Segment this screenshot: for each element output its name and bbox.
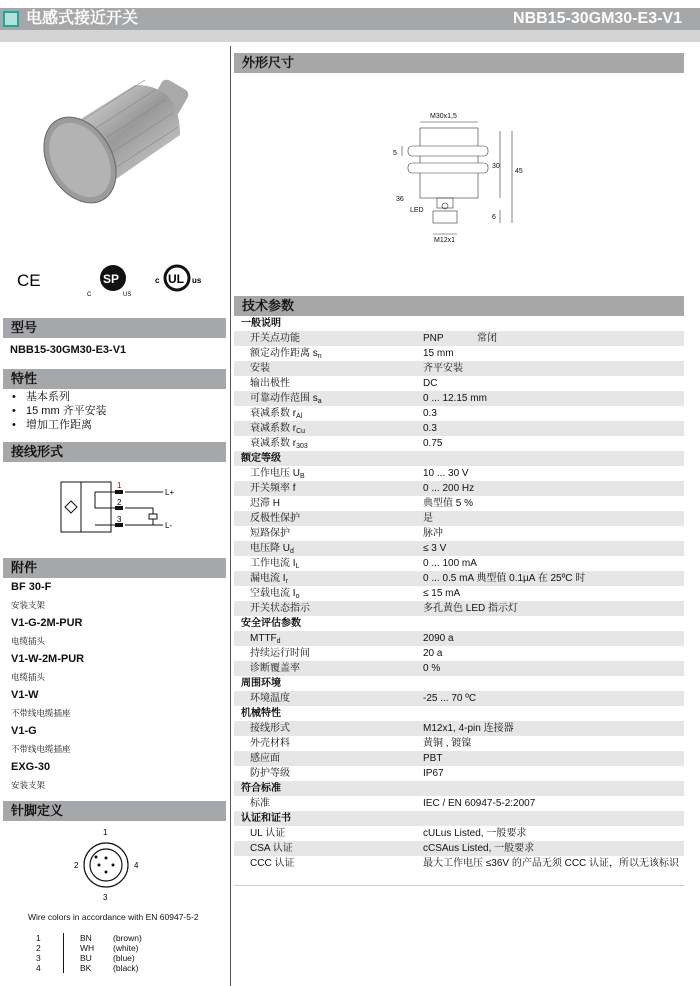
model-title: NBB15-30GM30-E3-V1 — [513, 10, 682, 27]
color-cell: (brown) — [113, 933, 142, 943]
page-title: 电感式接近开关 — [26, 10, 139, 27]
table-row — [234, 466, 684, 481]
param-value: 2090 a — [423, 633, 454, 644]
param-label-text: 迟滞 H — [250, 498, 280, 509]
table-row — [234, 796, 684, 811]
param-label — [250, 496, 280, 511]
param-label-text: 安装 — [250, 363, 270, 374]
table-row — [234, 496, 684, 511]
param-value: M12x1, 4-pin 连接器 — [423, 723, 514, 734]
group-row — [234, 811, 684, 826]
table-row — [234, 856, 684, 886]
table-row — [234, 421, 684, 436]
param-label-text: 开关点功能 — [250, 333, 300, 344]
nut-label: 5 — [393, 150, 397, 157]
param-value: PBT — [423, 753, 443, 764]
code-cell: BK — [80, 963, 92, 973]
svg-text:UL: UL — [168, 272, 184, 286]
param-label — [250, 511, 300, 526]
param-value: 10 ... 30 V — [423, 468, 469, 479]
param-subscript: n — [317, 353, 322, 360]
param-label-text: 持续运行时间 — [250, 648, 310, 659]
param-value-2: 常闭 — [477, 333, 497, 344]
param-value: 齐平安装 — [423, 363, 463, 374]
param-label — [250, 766, 290, 781]
section-tech-params: 技术参数 — [234, 296, 684, 316]
param-value: 0.75 — [423, 438, 443, 449]
param-label-text: 可靠动作范围 s — [250, 393, 318, 404]
param-label-text: MTTF — [250, 633, 277, 644]
param-value: 15 mm — [423, 348, 454, 359]
param-subscript: d — [276, 638, 281, 645]
table-row — [234, 346, 684, 361]
accessory-name[interactable]: BF 30-F — [11, 581, 52, 593]
param-label — [250, 721, 290, 736]
table-row — [234, 556, 684, 571]
param-label — [250, 826, 285, 841]
param-label — [250, 736, 290, 751]
pin-label: 4 — [134, 861, 139, 870]
param-value: 是 — [423, 513, 433, 524]
group-label: 认证和证书 — [241, 813, 291, 824]
group-row — [234, 781, 684, 796]
param-value: cULus Listed, 一般要求 — [423, 828, 527, 839]
param-label-text: 衰减系数 r — [250, 438, 297, 449]
param-value: 多孔黄色 LED 指示灯 — [423, 603, 519, 614]
table-row — [36, 933, 142, 943]
group-label: 一般说明 — [241, 318, 281, 329]
pin-label: 1 — [117, 481, 122, 490]
connector-label: M12x1 — [434, 237, 456, 244]
table-row — [234, 376, 684, 391]
header-bar — [0, 8, 700, 30]
length-30-label: 30 — [492, 163, 500, 170]
table-row — [234, 406, 684, 421]
section-accessories: 附件 — [3, 558, 226, 578]
accessory-desc: 不带线电缆插座 — [11, 708, 71, 718]
param-subscript: Al — [296, 413, 303, 420]
param-label-text: 衰减系数 r — [250, 423, 297, 434]
param-label-text: 诊断覆盖率 — [250, 663, 300, 674]
table-row — [234, 511, 684, 526]
accessory-desc: 安装支架 — [11, 600, 46, 610]
param-label — [250, 601, 310, 616]
feature-item: • 增加工作距离 — [12, 418, 107, 432]
table-row — [234, 481, 684, 496]
param-subscript: B — [300, 473, 305, 480]
group-label: 周围环境 — [241, 678, 281, 689]
feature-item: • 基本系列 — [12, 390, 107, 404]
param-label — [250, 481, 296, 496]
accessory-name[interactable]: V1-G — [11, 725, 37, 737]
table-row — [234, 586, 684, 601]
code-cell: WH — [80, 943, 95, 953]
table-row — [234, 541, 684, 556]
param-value: ≤ 15 mA — [423, 588, 461, 599]
features-list — [12, 390, 107, 432]
param-label-text: 短路保护 — [250, 528, 290, 539]
table-row — [234, 391, 684, 406]
param-subscript: d — [290, 548, 294, 555]
param-label-text: CCC 认证 — [250, 858, 295, 869]
param-value: 0 % — [423, 663, 441, 674]
param-label — [250, 646, 310, 661]
param-value: -25 ... 70 ºC — [423, 693, 477, 704]
table-row — [234, 436, 684, 451]
param-value: 最大工作电压 ≤36V 的产品无须 CCC 认证，所以无该标识 — [423, 858, 680, 869]
param-value: 典型值 5 % — [423, 498, 474, 509]
pin-label: 3 — [117, 515, 122, 524]
param-value: IP67 — [423, 768, 444, 779]
param-value: ≤ 3 V — [423, 543, 447, 554]
group-row — [234, 451, 684, 466]
group-label: 机械特性 — [241, 708, 281, 719]
param-label-text: 反极性保护 — [250, 513, 300, 524]
wire-color-note: Wire colors in accordance with EN 60947-5-2 — [28, 912, 199, 922]
dimension-drawing — [390, 108, 530, 248]
table-row — [234, 331, 684, 346]
param-label-text: 额定动作距离 s — [250, 348, 318, 359]
pinout-diagram — [70, 828, 150, 903]
param-label-text: 标准 — [250, 798, 270, 809]
thread-label: M30x1,5 — [430, 113, 457, 120]
param-label-text: 空载电流 I — [250, 588, 296, 599]
param-label-text: 环境温度 — [250, 693, 290, 704]
pin-label: 2 — [117, 498, 122, 507]
param-label-text: 漏电流 I — [250, 573, 286, 584]
table-row — [234, 661, 684, 676]
param-label — [250, 856, 294, 871]
table-row — [36, 963, 142, 973]
param-value: PNP — [423, 333, 444, 344]
param-value: 黄铜 , 镀镍 — [423, 738, 472, 749]
param-label — [250, 331, 300, 346]
table-row — [234, 736, 684, 751]
param-value: 0.3 — [423, 408, 437, 419]
l-minus-label: L- — [165, 521, 173, 530]
accessory-desc: 电缆插头 — [11, 672, 46, 682]
led-label: LED — [410, 207, 424, 214]
param-label-text: 防护等级 — [250, 768, 290, 779]
l-plus-label: L+ — [165, 488, 175, 497]
param-value: 0 ... 100 mA — [423, 558, 477, 569]
pin-label: 3 — [103, 893, 108, 902]
table-row — [234, 361, 684, 376]
table-row — [234, 826, 684, 841]
param-label-text: 接线形式 — [250, 723, 290, 734]
param-subscript: o — [295, 593, 300, 600]
column-divider — [230, 46, 231, 986]
feature-item: • 15 mm 齐平安装 — [12, 404, 107, 418]
table-row — [234, 691, 684, 706]
model-number: NBB15-30GM30-E3-V1 — [10, 344, 127, 356]
svg-text:SP: SP — [103, 272, 120, 286]
section-pinout: 针脚定义 — [3, 801, 226, 821]
param-subscript: a — [317, 398, 322, 405]
param-label-text: 外壳材料 — [250, 738, 290, 749]
code-cell: BU — [80, 953, 92, 963]
param-label — [250, 376, 290, 391]
group-label: 符合标准 — [241, 783, 281, 794]
table-row — [234, 571, 684, 586]
section-wiring: 接线形式 — [3, 442, 226, 462]
accessory-name[interactable]: V1-W-2M-PUR — [11, 653, 85, 665]
param-label-text: 衰减系数 r — [250, 408, 297, 419]
table-row — [234, 646, 684, 661]
pin-cell: 1 — [36, 933, 41, 943]
accessory-desc: 电缆插头 — [11, 636, 46, 646]
group-row — [234, 316, 684, 331]
wiring-diagram — [55, 478, 185, 538]
param-label-text: UL 认证 — [250, 828, 286, 839]
table-row — [234, 751, 684, 766]
color-cell: (blue) — [113, 953, 135, 963]
param-label-text: 电压降 U — [250, 543, 290, 554]
param-label-text: 工作电流 I — [250, 558, 296, 569]
section-dimensions: 外形尺寸 — [234, 53, 684, 73]
param-subscript: r — [285, 578, 288, 585]
param-subscript: L — [295, 563, 300, 570]
param-subscript: 303 — [296, 443, 308, 450]
svg-text:us: us — [192, 276, 202, 285]
tech-params-table — [234, 316, 684, 886]
param-label-text: 开关频率 f — [250, 483, 296, 494]
param-label — [250, 361, 270, 376]
accessory-desc: 不带线电缆插座 — [11, 744, 71, 754]
product-image — [40, 75, 190, 210]
param-subscript: Cu — [296, 428, 306, 435]
section-model: 型号 — [3, 318, 226, 338]
param-label — [250, 751, 280, 766]
param-value: 0 ... 0.5 mA 典型值 0.1µA 在 25ºC 时 — [423, 573, 586, 584]
accessory-desc: 安装支架 — [11, 780, 46, 790]
table-row — [234, 766, 684, 781]
param-label — [250, 796, 270, 811]
header-band — [0, 30, 700, 42]
table-bottom-line — [234, 885, 684, 886]
code-cell: BN — [80, 933, 92, 943]
table-row — [234, 721, 684, 736]
section-features: 特性 — [3, 369, 226, 389]
param-value: DC — [423, 378, 438, 389]
svg-text:US: US — [123, 292, 132, 298]
svg-text:c: c — [155, 276, 160, 285]
group-label: 安全评估参数 — [241, 618, 301, 629]
param-label-text: CSA 认证 — [250, 843, 293, 854]
table-row — [36, 953, 142, 963]
param-label — [250, 691, 290, 706]
param-value: 0 ... 12.15 mm — [423, 393, 487, 404]
color-cell: (white) — [113, 943, 139, 953]
param-label — [250, 841, 293, 856]
param-value: 0.3 — [423, 423, 437, 434]
accessory-name[interactable]: V1-G-2M-PUR — [11, 617, 83, 629]
color-cell: (black) — [113, 963, 139, 973]
param-label-text: 输出极性 — [250, 378, 290, 389]
svg-text:C: C — [87, 292, 92, 298]
param-label-text: 感应面 — [250, 753, 280, 764]
param-value: 脉冲 — [423, 528, 443, 539]
accessories-list — [11, 578, 221, 794]
group-row — [234, 706, 684, 721]
wire-color-table — [36, 933, 142, 973]
pin-cell: 3 — [36, 953, 41, 963]
param-label-text: 开关状态指示 — [250, 603, 310, 614]
length-6-label: 6 — [492, 214, 496, 221]
pin-label: 1 — [103, 828, 108, 837]
length-45-label: 45 — [515, 168, 523, 175]
table-row — [36, 943, 142, 953]
brand-square-icon — [3, 11, 19, 27]
group-row — [234, 676, 684, 691]
svg-text:CE: CE — [17, 271, 41, 290]
table-row — [234, 631, 684, 646]
certification-logos — [15, 262, 215, 302]
param-value: cCSAus Listed, 一般要求 — [423, 843, 535, 854]
param-value: IEC / EN 60947-5-2:2007 — [423, 798, 536, 809]
group-row — [234, 616, 684, 631]
wrench-size-label: 36 — [396, 196, 404, 203]
param-value: 20 a — [423, 648, 443, 659]
pin-cell: 4 — [36, 963, 41, 973]
pin-label: 2 — [74, 861, 79, 870]
group-label: 额定等级 — [241, 453, 281, 464]
table-row — [234, 841, 684, 856]
table-row — [234, 601, 684, 616]
accessory-name[interactable]: V1-W — [11, 689, 39, 701]
pin-cell: 2 — [36, 943, 41, 953]
param-label — [250, 526, 290, 541]
param-label-text: 工作电压 U — [250, 468, 300, 479]
accessory-name[interactable]: EXG-30 — [11, 761, 51, 773]
table-row — [234, 526, 684, 541]
param-value: 0 ... 200 Hz — [423, 483, 475, 494]
param-label — [250, 661, 300, 676]
